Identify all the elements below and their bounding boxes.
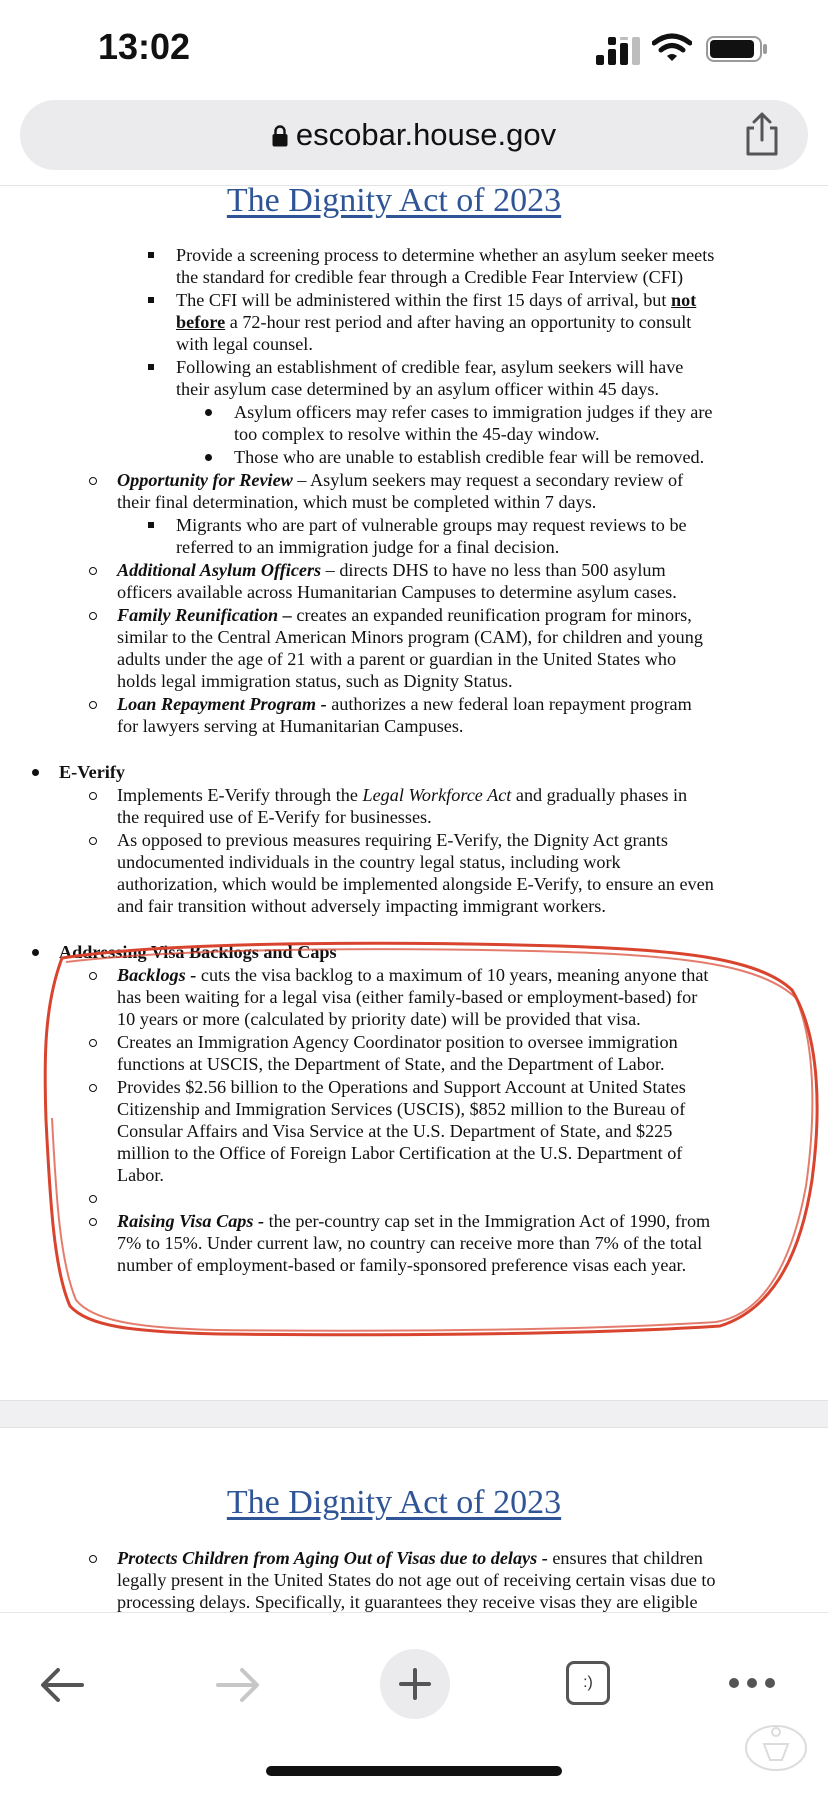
text-line: 10 years or more (calculated by priority date) will be provided that visa. — [117, 1009, 641, 1029]
circle-bullet — [89, 693, 97, 709]
text-line: before a 72-hour rest period and after having an opportunity to consult — [176, 312, 692, 332]
text-line: Protects Children from Aging Out of Visas due to delays - ensures that children — [117, 1548, 703, 1568]
new-tab-button[interactable] — [380, 1649, 450, 1719]
dot-bullet — [205, 401, 212, 416]
text-line: the standard for credible fear through a Credible Fear Interview (CFI) — [176, 267, 684, 287]
url-text: escobar.house.gov — [295, 117, 557, 152]
text-line: adults under the age of 21 with a parent or guardian in the United States who — [117, 649, 677, 669]
text-line: holds legal immigration status, such as Dignity Status. — [117, 671, 513, 691]
share-icon[interactable] — [742, 112, 782, 156]
text-line: Provide a screening process to determine whether an asylum seeker meets — [176, 245, 715, 265]
circle-bullet — [89, 964, 97, 980]
text-line: and fair transition without adversely impacting immigrant workers. — [117, 896, 606, 916]
address-bar[interactable] — [20, 100, 808, 170]
lock-icon — [272, 125, 288, 147]
text-line: the required use of E-Verify for businesses. — [117, 807, 432, 827]
text-line: Consular Affairs and Visa Service at the U.S. Department of State, and $225 — [117, 1121, 673, 1141]
text-line: similar to the Central American Minors program (CAM), for children and young — [117, 627, 703, 647]
circle-bullet — [89, 1187, 97, 1203]
text-line: with legal counsel. — [176, 334, 313, 354]
circle-bullet — [89, 604, 97, 620]
text-line: processing delays. Specifically, it guarantees they receive visas they are eligible — [117, 1592, 698, 1612]
text-line: Migrants who are part of vulnerable groups may request reviews to be — [176, 515, 687, 535]
watermark-logo-icon — [736, 1714, 816, 1778]
text-line: Family Reunification – creates an expanded reunification program for minors, — [117, 605, 692, 625]
text-line: Raising Visa Caps - the per-country cap set in the Immigration Act of 1990, from — [117, 1211, 711, 1231]
text-line: Citizenship and Immigration Services (USCIS), $852 million to the Bureau of — [117, 1099, 686, 1119]
text-line: Implements E-Verify through the Legal Workforce Act and gradually phases in — [117, 785, 688, 805]
more-dots-icon[interactable] — [728, 1673, 776, 1693]
circle-bullet — [89, 559, 97, 575]
circle-bullet — [89, 829, 97, 845]
plus-icon — [397, 1666, 433, 1702]
square-bullet — [148, 514, 154, 528]
status-bar — [0, 0, 828, 96]
signal-icon — [596, 37, 640, 65]
page-title: The Dignity Act of 2023 — [226, 182, 562, 219]
text-line: As opposed to previous measures requiring E-Verify, the Dignity Act grants — [117, 830, 668, 850]
dot-bullet — [32, 761, 39, 776]
text-line: Provides $2.56 billion to the Operations and Support Account at United States — [117, 1077, 686, 1097]
text-line: officers available across Humanitarian Campuses to determine asylum cases. — [117, 582, 677, 602]
text-line: Opportunity for Review – Asylum seekers may request a secondary review of — [117, 470, 684, 490]
text-line: for lawyers serving at Humanitarian Campuses. — [117, 716, 464, 736]
text-line: Labor. — [117, 1165, 164, 1185]
text-line: million to the Office of Foreign Labor Certification at the U.S. Department of — [117, 1143, 683, 1163]
circle-bullet — [89, 1210, 97, 1226]
page-break — [0, 1400, 828, 1428]
square-bullet — [148, 356, 154, 370]
square-bullet — [148, 289, 154, 303]
text-line: 7% to 15%. Under current law, no country can receive more than 7% of the total — [117, 1233, 703, 1253]
circle-bullet — [89, 1547, 97, 1563]
text-line: legally present in the United States do not age out of receiving certain visas due to — [117, 1570, 716, 1590]
circle-bullet — [89, 1076, 97, 1092]
text-line: referred to an immigration judge for a final decision. — [176, 537, 560, 557]
forward-arrow-icon[interactable] — [214, 1665, 262, 1705]
circle-bullet — [89, 784, 97, 800]
text-line: Those who are unable to establish credible fear will be removed. — [234, 447, 705, 467]
section-heading: E-Verify — [59, 762, 125, 782]
text-line: Loan Repayment Program - authorizes a new federal loan repayment program — [117, 694, 692, 714]
status-time: 13:02 — [98, 26, 191, 67]
text-line: Following an establishment of credible fear, asylum seekers will have — [176, 357, 684, 377]
section-heading: Addressing Visa Backlogs and Caps — [59, 942, 337, 962]
battery-icon — [706, 36, 768, 62]
text-line: The CFI will be administered within the first 15 days of arrival, but not — [176, 290, 697, 310]
square-bullet — [148, 244, 154, 258]
text-line: their asylum case determined by an asylum officer within 45 days. — [176, 379, 660, 399]
text-line: Asylum officers may refer cases to immigration judges if they are — [234, 402, 713, 422]
back-arrow-icon[interactable] — [38, 1665, 86, 1705]
circle-bullet — [89, 1031, 97, 1047]
text-line: Backlogs - cuts the visa backlog to a maximum of 10 years, meaning anyone that — [117, 965, 709, 985]
text-line: their final determination, which must be completed within 7 days. — [117, 492, 597, 512]
text-line: Additional Asylum Officers – directs DHS to have no less than 500 asylum — [117, 560, 666, 580]
text-line: authorization, which would be implemented alongside E-Verify, to ensure an even — [117, 874, 714, 894]
tabs-button[interactable]: :) — [566, 1661, 610, 1705]
circle-bullet — [89, 469, 97, 485]
text-line: number of employment-based or family-sponsored preference visas each year. — [117, 1255, 687, 1275]
page-title-2: The Dignity Act of 2023 — [226, 1484, 562, 1521]
text-line: functions at USCIS, the Department of State, and the Department of Labor. — [117, 1054, 665, 1074]
dot-bullet — [32, 941, 39, 956]
text-line: too complex to resolve within the 45-day window. — [234, 424, 600, 444]
wifi-icon — [652, 33, 692, 63]
text-line: undocumented individuals in the country legal status, including work — [117, 852, 621, 872]
dot-bullet — [205, 446, 212, 461]
text-line: has been waiting for a legal visa (either family-based or employment-based) for — [117, 987, 698, 1007]
home-indicator[interactable] — [266, 1766, 562, 1776]
text-line: Creates an Immigration Agency Coordinator position to oversee immigration — [117, 1032, 678, 1052]
